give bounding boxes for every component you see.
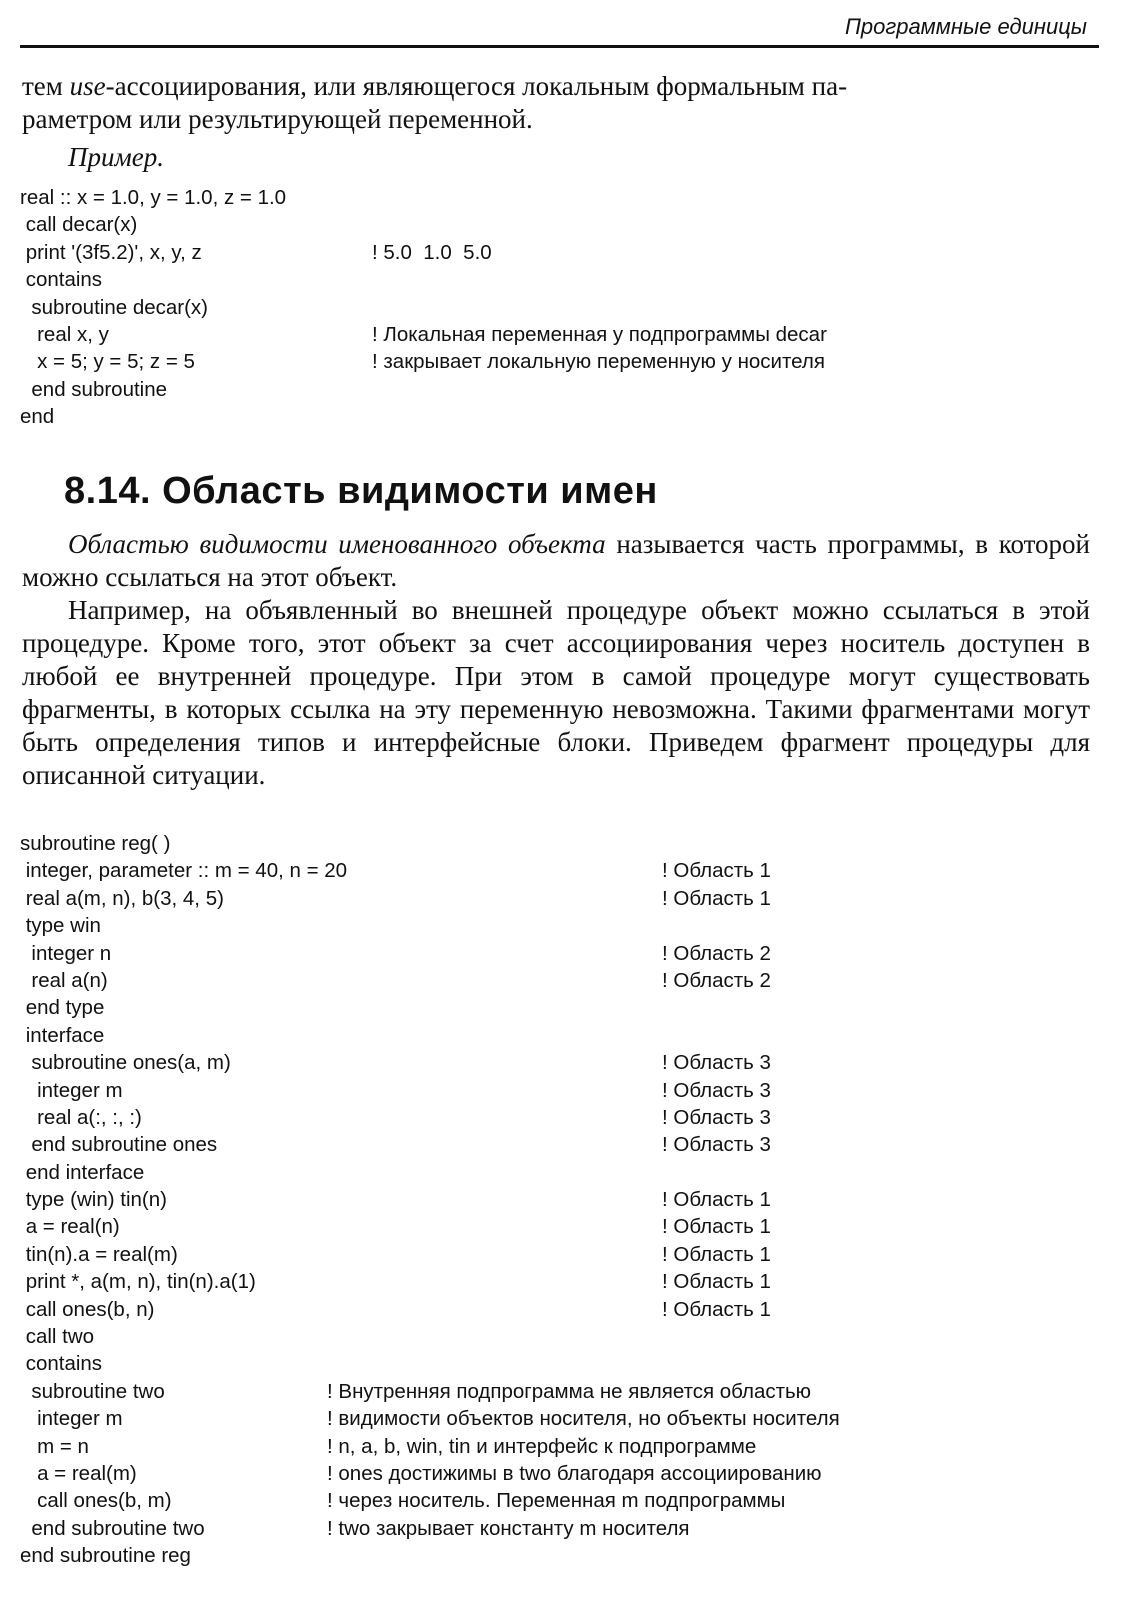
code-line: subroutine reg( ) (20, 832, 171, 855)
code-comment (327, 1350, 840, 1377)
code-line: m = n (20, 1434, 89, 1458)
code-comment (327, 1296, 840, 1323)
code-comment (327, 1542, 840, 1569)
code-comment (327, 1268, 840, 1295)
code-block-1-comments (372, 184, 827, 431)
text-fragment: тем (22, 71, 70, 101)
code-comment (327, 1077, 840, 1104)
code-comment (372, 403, 827, 430)
code-line: type (win) tin(n) (20, 1188, 167, 1212)
code-line: real x, y (20, 322, 109, 346)
code-comment: ! two закрывает константу m носителя (327, 1516, 690, 1540)
code-comment (327, 857, 840, 884)
code-line: call ones(b, n) (20, 1297, 155, 1321)
code-line: tin(n).a = real(m) (20, 1242, 178, 1266)
code-comment (327, 994, 840, 1021)
code-comment (327, 1159, 840, 1186)
code-comment: ! Область 3 (662, 1051, 771, 1075)
code-line: subroutine ones(a, m) (20, 1051, 231, 1075)
example-label: Пример. (68, 142, 164, 172)
code-comment: ! Область 1 (662, 1242, 771, 1266)
code-comment: ! закрывает локальную переменную y носителя (372, 350, 825, 374)
code-line: type win (20, 914, 101, 938)
code-line: end interface (20, 1160, 145, 1184)
code-comment (372, 184, 827, 211)
code-comment (327, 1049, 840, 1076)
section-heading: 8.14. Область видимости имен (64, 470, 658, 512)
code-line: call decar(x) (20, 213, 138, 237)
code-comment: ! Внутренняя подпрограмма не является областью (327, 1379, 812, 1403)
code-line: end subroutine reg (20, 1544, 191, 1568)
code-comment (327, 1104, 840, 1131)
code-comment: ! через носитель. Переменная m подпрограммы (327, 1489, 786, 1513)
code-line: integer m (20, 1078, 123, 1102)
code-comment: ! Область 3 (662, 1105, 771, 1129)
code-line: call ones(b, m) (20, 1489, 172, 1513)
code-comment (327, 912, 840, 939)
header-rule (20, 45, 1099, 48)
code-block-2-inner-comments (327, 830, 840, 1570)
code-comment (327, 1131, 840, 1158)
code-comment (327, 1213, 840, 1240)
code-comment: ! Область 1 (662, 1297, 771, 1321)
code-comment (372, 211, 827, 238)
code-line: print '(3f5.2)', x, y, z (20, 240, 202, 264)
text-fragment: -ассоциирования, или являющегося локальным формальным па- (105, 71, 848, 101)
paragraph-line (22, 70, 1090, 103)
code-line: real a(m, n), b(3, 4, 5) (20, 886, 224, 910)
code-line: real :: x = 1.0, y = 1.0, z = 1.0 (20, 186, 287, 209)
code-block-1 (20, 184, 286, 431)
code-comment (372, 376, 827, 403)
code-comment (327, 1323, 840, 1350)
code-line: real a(n) (20, 968, 108, 992)
code-comment: ! Область 1 (662, 886, 771, 910)
code-comment: ! Область 2 (662, 941, 771, 965)
code-line: subroutine two (20, 1379, 165, 1403)
code-line: a = real(m) (20, 1461, 137, 1485)
code-comment: ! n, a, b, win, tin и интерфейс к подпрограмме (327, 1434, 757, 1458)
code-comment (372, 294, 827, 321)
code-line: print *, a(m, n), tin(n).a(1) (20, 1270, 256, 1294)
code-line: end subroutine two (20, 1516, 205, 1540)
code-line: contains (20, 268, 103, 292)
code-line: subroutine decar(x) (20, 295, 209, 319)
code-comment (327, 940, 840, 967)
code-comment: ! видимости объектов носителя, но объекты носителя (327, 1407, 840, 1431)
code-line: end subroutine ones (20, 1133, 218, 1157)
code-line: integer m (20, 1407, 123, 1431)
code-comment (327, 885, 840, 912)
code-line: end type (20, 996, 105, 1020)
code-comment (327, 1186, 840, 1213)
code-comment: ! ones достижимы в two благодаря ассоциированию (327, 1461, 822, 1485)
code-line: contains (20, 1352, 103, 1376)
definition-paragraph (22, 528, 1090, 594)
code-comment: ! Область 1 (662, 1188, 771, 1212)
example-paragraph: Например, на объявленный во внешней процедуре объект можно ссылаться в этой процедуре. Кроме того, этот объект за счет ассоциирования через носитель доступен в любой ее внутренней процедуре. При этом в самой процедуре могут существовать фрагменты, в которых ссылка на эту переменную невозможна. Такими фрагментами могут быть определения типов и интерфейсные блоки. Приведем фрагмент процедуры для описанной ситуации. (22, 595, 1090, 790)
running-head: Программные единицы (844, 14, 1087, 39)
code-comment: ! Область 2 (662, 968, 771, 992)
paragraph-continuation (22, 70, 1090, 136)
code-line: end subroutine (20, 377, 168, 401)
emphasis-term: Областью видимости именованного объекта (68, 529, 606, 559)
code-line: real a(:, :, :) (20, 1105, 142, 1129)
code-comment: ! Область 1 (662, 859, 771, 883)
code-line: integer, parameter :: m = 40, n = 20 (20, 859, 348, 883)
code-comment: ! Область 1 (662, 1215, 771, 1239)
code-comment (327, 830, 840, 857)
code-comment (327, 1022, 840, 1049)
code-line: end (20, 405, 55, 429)
code-line: x = 5; y = 5; z = 5 (20, 350, 195, 374)
code-line: call two (20, 1325, 95, 1349)
code-line: integer n (20, 941, 112, 965)
emphasis-text: use (69, 71, 106, 101)
code-comment: ! Локальная переменная y подпрограммы decar (372, 322, 827, 346)
code-comment (327, 967, 840, 994)
paragraph-line: раметром или результирующей переменной. (22, 104, 533, 134)
text-fragment: называется часть программы, в которой можно ссылаться на этот объект. (22, 529, 1090, 592)
code-line: interface (20, 1023, 105, 1047)
code-line: a = real(n) (20, 1215, 120, 1239)
code-comment: ! Область 3 (662, 1133, 771, 1157)
code-comment: ! Область 3 (662, 1078, 771, 1102)
code-comment (327, 1241, 840, 1268)
code-block-2 (20, 830, 347, 1570)
code-comment: ! Область 1 (662, 1270, 771, 1294)
code-comment (372, 266, 827, 293)
code-comment: ! 5.0 1.0 5.0 (372, 240, 492, 264)
